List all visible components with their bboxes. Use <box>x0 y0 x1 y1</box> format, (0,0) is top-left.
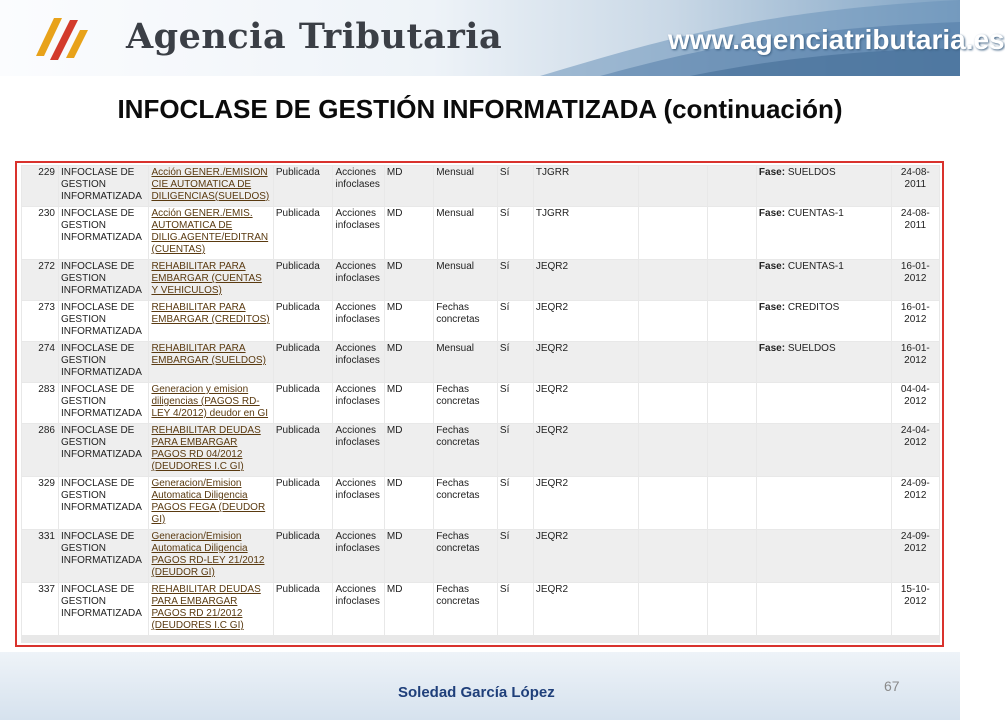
fase-label: Fase: <box>758 343 786 354</box>
cell-empty-1 <box>639 260 707 300</box>
cell-accion <box>149 477 272 529</box>
cell-fecha: 16-01-2012 <box>892 342 939 382</box>
cell-tipo: Acciones infoclases <box>333 424 383 476</box>
cell-fecha: 24-08-2011 <box>892 207 939 259</box>
cell-si: Sí <box>498 477 533 529</box>
cell-id: 274 <box>22 342 58 382</box>
table-row <box>22 583 939 635</box>
cell-tipo: Acciones infoclases <box>333 301 383 341</box>
cell-fecha: 04-04-2012 <box>892 383 939 423</box>
cell-md: MD <box>385 166 433 206</box>
cell-si: Sí <box>498 166 533 206</box>
infoclase-table <box>21 165 940 636</box>
accion-link[interactable]: REHABILITAR DEUDAS PARA EMBARGAR PAGOS RD 21/2012 (DEUDORES I.C GI) <box>151 584 261 631</box>
cell-empty-2 <box>708 207 756 259</box>
cell-si: Sí <box>498 207 533 259</box>
cell-empty-2 <box>708 342 756 382</box>
cell-accion <box>149 342 272 382</box>
cell-empty-1 <box>639 530 707 582</box>
table-frame <box>15 161 944 647</box>
cell-fase <box>757 166 891 206</box>
cell-estado: Publicada <box>274 260 333 300</box>
fase-value: CUENTAS-1 <box>787 261 844 272</box>
cell-periodicidad: Fechas concretas <box>434 424 497 476</box>
fase-value: SUELDOS <box>787 167 836 178</box>
cell-empty-1 <box>639 424 707 476</box>
cell-clase: INFOCLASE DE GESTION INFORMATIZADA <box>59 342 148 382</box>
cell-accion <box>149 301 272 341</box>
cell-fecha: 16-01-2012 <box>892 301 939 341</box>
cell-fecha: 24-09-2012 <box>892 477 939 529</box>
accion-link[interactable]: REHABILITAR PARA EMBARGAR (CREDITOS) <box>151 302 270 325</box>
header-banner <box>0 0 1005 76</box>
cell-empty-2 <box>708 424 756 476</box>
cell-tipo: Acciones infoclases <box>333 342 383 382</box>
table-row <box>22 530 939 582</box>
cell-estado: Publicada <box>274 583 333 635</box>
accion-link[interactable]: Acción GENER./EMIS. AUTOMATICA DE DILIG.AGENTE/EDITRAN (CUENTAS) <box>151 208 269 255</box>
cell-clase: INFOCLASE DE GESTION INFORMATIZADA <box>59 583 148 635</box>
accion-link[interactable]: REHABILITAR DEUDAS PARA EMBARGAR PAGOS RD 04/2012 (DEUDORES I.C GI) <box>151 425 261 472</box>
cell-empty-2 <box>708 530 756 582</box>
cell-fase <box>757 260 891 300</box>
cell-fecha: 15-10-2012 <box>892 583 939 635</box>
cell-empty-2 <box>708 477 756 529</box>
fase-value: CUENTAS-1 <box>787 208 844 219</box>
cell-fecha: 16-01-2012 <box>892 260 939 300</box>
cell-periodicidad: Fechas concretas <box>434 477 497 529</box>
cell-estado: Publicada <box>274 207 333 259</box>
cell-codigo: JEQR2 <box>534 583 638 635</box>
cell-codigo: TJGRR <box>534 207 638 259</box>
cell-tipo: Acciones infoclases <box>333 383 383 423</box>
cell-accion <box>149 583 272 635</box>
cell-codigo: JEQR2 <box>534 260 638 300</box>
cell-md: MD <box>385 342 433 382</box>
cell-fase <box>757 530 891 582</box>
cell-fase <box>757 342 891 382</box>
cell-periodicidad: Fechas concretas <box>434 301 497 341</box>
cell-estado: Publicada <box>274 424 333 476</box>
table-row <box>22 383 939 423</box>
cell-id: 229 <box>22 166 58 206</box>
brand-name: Agencia Tributaria <box>126 16 503 57</box>
cell-si: Sí <box>498 424 533 476</box>
accion-link[interactable]: REHABILITAR PARA EMBARGAR (SUELDOS) <box>151 343 266 366</box>
cell-tipo: Acciones infoclases <box>333 530 383 582</box>
cell-tipo: Acciones infoclases <box>333 166 383 206</box>
cell-id: 329 <box>22 477 58 529</box>
cell-id: 283 <box>22 383 58 423</box>
cell-accion <box>149 424 272 476</box>
cell-codigo: JEQR2 <box>534 530 638 582</box>
cell-codigo: JEQR2 <box>534 342 638 382</box>
cell-clase: INFOCLASE DE GESTION INFORMATIZADA <box>59 530 148 582</box>
table-container <box>21 165 940 643</box>
cell-accion <box>149 260 272 300</box>
cell-periodicidad: Mensual <box>434 207 497 259</box>
cell-empty-1 <box>639 166 707 206</box>
agencia-tributaria-logo-icon <box>30 8 100 68</box>
cell-md: MD <box>385 530 433 582</box>
cell-empty-2 <box>708 383 756 423</box>
cell-clase: INFOCLASE DE GESTION INFORMATIZADA <box>59 301 148 341</box>
fase-label: Fase: <box>758 208 786 219</box>
accion-link[interactable]: REHABILITAR PARA EMBARGAR (CUENTAS Y VEHICULOS) <box>151 261 262 296</box>
cell-estado: Publicada <box>274 477 333 529</box>
cell-empty-1 <box>639 301 707 341</box>
cell-tipo: Acciones infoclases <box>333 207 383 259</box>
cell-empty-1 <box>639 477 707 529</box>
cell-fase <box>757 207 891 259</box>
cell-id: 337 <box>22 583 58 635</box>
cell-md: MD <box>385 260 433 300</box>
cell-empty-1 <box>639 207 707 259</box>
cell-fase <box>757 383 891 423</box>
cell-estado: Publicada <box>274 301 333 341</box>
cell-codigo: JEQR2 <box>534 301 638 341</box>
cell-periodicidad: Fechas concretas <box>434 583 497 635</box>
cell-estado: Publicada <box>274 383 333 423</box>
cell-periodicidad: Mensual <box>434 166 497 206</box>
cell-md: MD <box>385 383 433 423</box>
accion-link[interactable]: Generacion y emision diligencias (PAGOS RD-LEY 4/2012) deudor en GI <box>151 384 269 419</box>
cell-id: 286 <box>22 424 58 476</box>
cell-estado: Publicada <box>274 166 333 206</box>
site-url[interactable]: www.agenciatributaria.es <box>668 24 1005 55</box>
cell-clase: INFOCLASE DE GESTION INFORMATIZADA <box>59 383 148 423</box>
accion-link[interactable]: Generacion/Emision Automatica Diligencia PAGOS RD-LEY 21/2012 (DEUDOR GI) <box>151 531 265 578</box>
cell-clase: INFOCLASE DE GESTION INFORMATIZADA <box>59 477 148 529</box>
cell-empty-1 <box>639 342 707 382</box>
cell-si: Sí <box>498 260 533 300</box>
table-row <box>22 301 939 341</box>
fase-value: SUELDOS <box>787 343 836 354</box>
cell-md: MD <box>385 583 433 635</box>
cell-si: Sí <box>498 342 533 382</box>
fase-label: Fase: <box>758 167 786 178</box>
cell-fase <box>757 477 891 529</box>
table-row <box>22 207 939 259</box>
cell-periodicidad: Fechas concretas <box>434 383 497 423</box>
cell-fase <box>757 424 891 476</box>
cell-codigo: JEQR2 <box>534 477 638 529</box>
cell-empty-2 <box>708 301 756 341</box>
cell-fecha: 24-08-2011 <box>892 166 939 206</box>
cell-periodicidad: Mensual <box>434 342 497 382</box>
cell-fecha: 24-09-2012 <box>892 530 939 582</box>
accion-link[interactable]: Generacion/Emision Automatica Diligencia PAGOS FEGA (DEUDOR GI) <box>151 478 266 525</box>
cell-clase: INFOCLASE DE GESTION INFORMATIZADA <box>59 260 148 300</box>
cell-si: Sí <box>498 583 533 635</box>
cell-id: 273 <box>22 301 58 341</box>
author-name: Soledad García López <box>398 684 555 701</box>
cell-periodicidad: Mensual <box>434 260 497 300</box>
cell-accion <box>149 383 272 423</box>
cell-id: 272 <box>22 260 58 300</box>
cell-codigo: JEQR2 <box>534 383 638 423</box>
cell-fase <box>757 583 891 635</box>
cell-periodicidad: Fechas concretas <box>434 530 497 582</box>
table-body <box>22 166 939 635</box>
cell-empty-2 <box>708 166 756 206</box>
cell-tipo: Acciones infoclases <box>333 583 383 635</box>
cell-codigo: TJGRR <box>534 166 638 206</box>
cell-fecha: 24-04-2012 <box>892 424 939 476</box>
cell-accion <box>149 207 272 259</box>
table-row <box>22 477 939 529</box>
cell-accion <box>149 530 272 582</box>
table-row <box>22 424 939 476</box>
table-row <box>22 260 939 300</box>
cell-tipo: Acciones infoclases <box>333 260 383 300</box>
cell-empty-1 <box>639 383 707 423</box>
cell-clase: INFOCLASE DE GESTION INFORMATIZADA <box>59 424 148 476</box>
page-title: INFOCLASE DE GESTIÓN INFORMATIZADA (continuación) <box>117 94 843 124</box>
table-row <box>22 342 939 382</box>
cell-md: MD <box>385 424 433 476</box>
cell-empty-2 <box>708 583 756 635</box>
cell-tipo: Acciones infoclases <box>333 477 383 529</box>
cell-si: Sí <box>498 383 533 423</box>
cell-clase: INFOCLASE DE GESTION INFORMATIZADA <box>59 166 148 206</box>
cell-md: MD <box>385 301 433 341</box>
cell-id: 331 <box>22 530 58 582</box>
cell-accion <box>149 166 272 206</box>
cell-md: MD <box>385 207 433 259</box>
fase-label: Fase: <box>758 261 786 272</box>
cell-empty-1 <box>639 583 707 635</box>
cell-empty-2 <box>708 260 756 300</box>
cell-estado: Publicada <box>274 530 333 582</box>
cell-si: Sí <box>498 530 533 582</box>
cell-fase <box>757 301 891 341</box>
cell-md: MD <box>385 477 433 529</box>
cell-clase: INFOCLASE DE GESTION INFORMATIZADA <box>59 207 148 259</box>
fase-label: Fase: <box>758 302 786 313</box>
cell-codigo: JEQR2 <box>534 424 638 476</box>
page-number: 67 <box>884 678 900 694</box>
cell-si: Sí <box>498 301 533 341</box>
cell-id: 230 <box>22 207 58 259</box>
table-row <box>22 166 939 206</box>
fase-value: CREDITOS <box>787 302 840 313</box>
accion-link[interactable]: Acción GENER./EMISION CIE AUTOMATICA DE DILIGENCIAS(SUELDOS) <box>151 167 270 202</box>
cell-estado: Publicada <box>274 342 333 382</box>
